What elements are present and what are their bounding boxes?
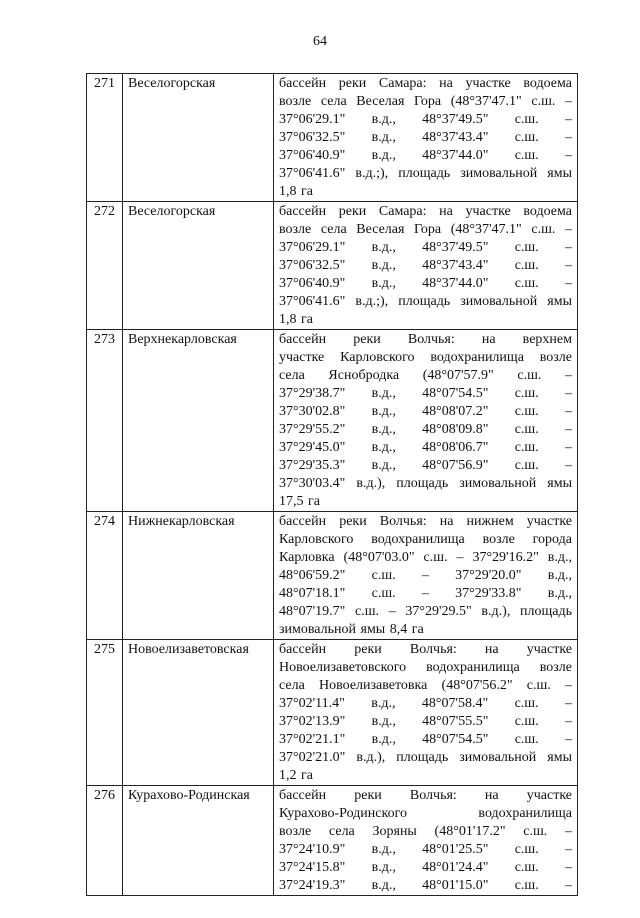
coordinate-line [279,111,572,129]
coordinate-part: 48°08'07.2" [422,404,489,419]
table-row [87,640,578,786]
coordinate-line [279,841,572,859]
coordinate-part: – [421,586,429,601]
coordinate-part: в.д., [371,696,396,711]
coordinate-part: 37°02'11.4" [279,696,345,711]
coordinate-part: 48°01'24.4" [422,860,489,875]
coordinate-part: в.д., [371,404,396,419]
description-line: 37°02'21.0" в.д.), площадь зимовальной ямы [279,750,572,765]
description-line: Новоелизаветовского водохранилища возле [279,660,572,675]
coordinate-line [279,859,572,877]
coordinate-part: с.ш. [514,240,539,255]
area-name: Веселогорская [123,202,274,330]
coordinate-part: 48°07'54.5" [422,386,489,401]
coordinate-part: 48°08'09.8" [422,422,489,437]
coordinate-part: в.д., [371,732,396,747]
coordinate-part: в.д., [371,422,396,437]
coordinate-part: в.д., [371,112,396,127]
description-line: бассейн реки Волчья: на участке [279,642,572,657]
coordinate-part: в.д., [371,130,396,145]
coordinate-line [279,147,572,165]
description-line: Курахово-Родинского водохранилища [279,806,572,821]
description-line: возле села Веселая Гора (48°37'47.1" с.ш. – [279,94,572,109]
area-name: Верхнекарловская [123,330,274,512]
area-name: Курахово-Родинская [123,786,274,896]
coordinate-part: 37°24'10.9" [279,842,346,857]
coordinate-part: – [421,568,429,583]
coordinate-part: с.ш. [514,732,539,747]
coordinate-part: в.д., [371,842,396,857]
table-row [87,202,578,330]
coordinate-part: 37°06'40.9" [279,148,346,163]
row-number: 276 [87,786,123,896]
coordinate-part: – [564,404,572,419]
coordinate-line [279,385,572,403]
coordinate-part: с.ш. [514,386,539,401]
coordinate-line [279,877,572,895]
description-line: 17,5 га [279,494,320,509]
description-line: 37°06'41.6" в.д.;), площадь зимовальной ямы [279,294,572,309]
area-description [274,786,578,896]
description-line: зимовальной ямы 8,4 га [279,622,424,637]
page-number: 64 [313,34,327,49]
coordinate-part: 48°37'44.0" [422,148,489,163]
coordinate-part: с.ш. [514,258,539,273]
description-line: села Яснобродка (48°07'57.9" с.ш. – [279,368,572,383]
coordinate-part: 37°29'35.3" [279,458,346,473]
coordinate-part: 37°06'29.1" [279,240,346,255]
coordinate-part: – [564,148,572,163]
coordinate-part: в.д., [371,860,396,875]
coordinate-part: с.ш. [371,586,396,601]
coordinate-part: 37°24'19.3" [279,878,346,893]
coordinate-part: 37°29'20.0" [455,568,522,583]
coordinate-part: 37°06'40.9" [279,276,346,291]
coordinate-line [279,403,572,421]
coordinate-line [279,567,572,585]
table-row [87,786,578,896]
coordinate-part: – [564,458,572,473]
coordinate-part: – [564,422,572,437]
area-description [274,512,578,640]
coordinate-part: в.д., [371,148,396,163]
coordinate-part: 48°37'43.4" [422,130,489,145]
description-line: участке Карловского водохранилища возле [279,350,572,365]
coordinate-part: с.ш. [514,878,539,893]
description-line: 37°06'41.6" в.д.;), площадь зимовальной ямы [279,166,572,181]
area-description [274,74,578,202]
coordinate-line [279,257,572,275]
description-line: бассейн реки Волчья: на нижнем участке [279,514,572,529]
description-line: 1,8 га [279,312,313,327]
description-line: Карловского водохранилища возле города [279,532,572,547]
coordinate-line [279,275,572,293]
coordinate-part: в.д., [371,458,396,473]
coordinate-part: – [564,276,572,291]
coordinate-part: 37°06'29.1" [279,112,346,127]
coordinate-part: в.д., [371,240,396,255]
coordinate-part: в.д., [371,258,396,273]
row-number: 275 [87,640,123,786]
coordinate-part: 48°08'06.7" [422,440,489,455]
area-description [274,640,578,786]
coordinate-part: 48°07'18.1" [279,586,346,601]
table-body [87,74,578,896]
description-line: бассейн реки Самара: на участке водоема [279,204,572,219]
coordinate-line [279,695,572,713]
coordinate-part: с.ш. [514,440,539,455]
fishing-areas-table [86,73,578,896]
coordinate-part: 37°29'33.8" [455,586,522,601]
area-name: Веселогорская [123,74,274,202]
row-number: 273 [87,330,123,512]
description-line: возле села Веселая Гора (48°37'47.1" с.ш. – [279,222,572,237]
coordinate-part: – [564,258,572,273]
coordinate-part: с.ш. [514,148,539,163]
table-row [87,512,578,640]
coordinate-part: 48°37'43.4" [422,258,489,273]
coordinate-part: 37°24'15.8" [279,860,346,875]
coordinate-part: 48°07'58.4" [421,696,489,711]
description-line: возле села Зоряны (48°01'17.2" с.ш. – [279,824,572,839]
coordinate-part: 48°37'49.5" [422,240,489,255]
coordinate-part: 37°02'21.1" [279,732,346,747]
table-row [87,74,578,202]
coordinate-part: 37°06'32.5" [279,258,346,273]
coordinate-line [279,129,572,147]
coordinate-part: с.ш. [371,568,396,583]
coordinate-line [279,239,572,257]
coordinate-part: с.ш. [514,404,539,419]
coordinate-part: в.д., [371,276,396,291]
description-line: села Новоелизаветовка (48°07'56.2" с.ш. – [279,678,572,693]
coordinate-part: – [564,732,572,747]
description-line: 1,2 га [279,768,313,783]
coordinate-part: с.ш. [514,714,539,729]
coordinate-part: с.ш. [514,422,539,437]
coordinate-part: с.ш. [514,696,539,711]
coordinate-part: – [564,878,572,893]
coordinate-line [279,439,572,457]
coordinate-part: 37°29'45.0" [279,440,346,455]
coordinate-part: – [564,130,572,145]
coordinate-part: – [564,696,572,711]
coordinate-part: 48°06'59.2" [279,568,346,583]
coordinate-part: – [564,714,572,729]
area-name: Новоелизаветовская [123,640,274,786]
coordinate-part: – [564,112,572,127]
coordinate-part: 37°30'02.8" [279,404,346,419]
description-line: бассейн реки Волчья: на участке [279,788,572,803]
coordinate-part: 48°01'15.0" [422,878,489,893]
coordinate-part: 48°07'56.9" [422,458,489,473]
coordinate-part: в.д., [371,440,396,455]
description-line: бассейн реки Волчья: на верхнем [279,332,572,347]
row-number: 272 [87,202,123,330]
row-number: 271 [87,74,123,202]
coordinate-line [279,731,572,749]
coordinate-part: с.ш. [514,130,539,145]
coordinate-line [279,713,572,731]
coordinate-part: – [564,240,572,255]
coordinate-part: в.д., [371,878,396,893]
area-name: Нижнекарловская [123,512,274,640]
coordinate-line [279,457,572,475]
coordinate-part: 48°37'44.0" [422,276,489,291]
coordinate-part: 37°06'32.5" [279,130,346,145]
coordinate-part: 37°29'55.2" [279,422,346,437]
coordinate-part: 48°07'55.5" [422,714,489,729]
coordinate-part: 37°02'13.9" [279,714,346,729]
coordinate-part: с.ш. [514,842,539,857]
description-line: 48°07'19.7" с.ш. – 37°29'29.5" в.д.), площадь [279,604,572,619]
coordinate-part: – [564,440,572,455]
row-number: 274 [87,512,123,640]
area-description [274,330,578,512]
coordinate-part: 37°29'38.7" [279,386,346,401]
coordinate-part: – [564,842,572,857]
coordinate-part: 48°01'25.5" [422,842,489,857]
coordinate-part: с.ш. [514,860,539,875]
coordinate-part: 48°07'54.5" [422,732,489,747]
coordinate-part: с.ш. [514,276,539,291]
coordinate-line [279,421,572,439]
coordinate-part: – [564,860,572,875]
coordinate-part: 48°37'49.5" [422,112,489,127]
coordinate-part: в.д., [547,586,572,601]
description-line: 37°30'03.4" в.д.), площадь зимовальной ямы [279,476,572,491]
coordinate-part: в.д., [547,568,572,583]
coordinate-line [279,585,572,603]
coordinate-part: в.д., [371,386,396,401]
description-line: 1,8 га [279,184,313,199]
coordinate-part: с.ш. [514,112,539,127]
coordinate-part: – [564,386,572,401]
description-line: бассейн реки Самара: на участке водоема [279,76,572,91]
description-line: Карловка (48°07'03.0" с.ш. – 37°29'16.2" в.д., [279,550,572,565]
coordinate-part: в.д., [371,714,396,729]
coordinate-part: с.ш. [514,458,539,473]
table-row [87,330,578,512]
area-description [274,202,578,330]
